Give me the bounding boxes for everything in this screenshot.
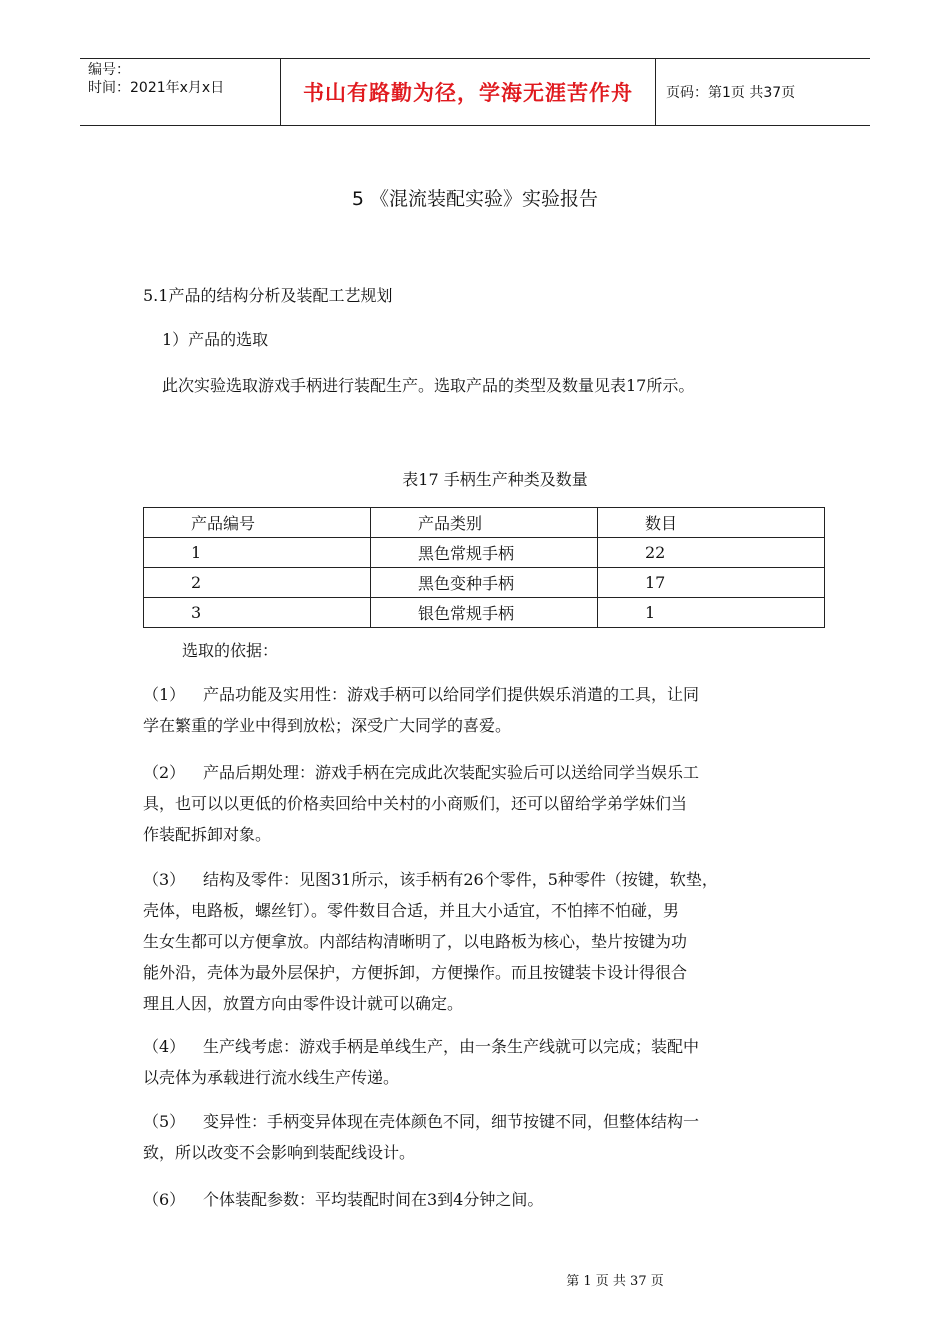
- table-cell: 黑色变种手柄: [371, 568, 598, 598]
- item-line: 理且人因，放置方向由零件设计就可以确定。: [143, 994, 464, 1013]
- list-item: [143, 679, 833, 741]
- item-number: （6）: [143, 1190, 186, 1209]
- table-row: [144, 598, 825, 628]
- basis-label: 选取的依据：: [182, 641, 279, 660]
- item-line: 壳体，电路板，螺丝钉）。零件数目合适，并且大小适宜，不怕摔不怕碰，男: [143, 901, 680, 920]
- table-cell: 1: [598, 598, 825, 628]
- intro-paragraph: 此次实验选取游戏手柄进行装配生产。选取产品的类型及数量见表17所示。: [162, 376, 695, 395]
- subsection-heading: 1）产品的选取: [162, 330, 269, 349]
- item-line: 产品功能及实用性：游戏手柄可以给同学们提供娱乐消遣的工具，让同: [203, 685, 700, 704]
- number-label: 编号：: [88, 62, 130, 78]
- item-line: 生女生都可以方便拿放。内部结构清晰明了，以电路板为核心，垫片按键为功: [143, 932, 688, 951]
- item-number: （4）: [143, 1037, 186, 1056]
- item-number: （2）: [143, 763, 186, 782]
- item-line: 结构及零件：见图31所示，该手柄有26个零件，5种零件（按键，软垫，: [203, 870, 718, 889]
- item-line: 学在繁重的学业中得到放松；深受广大同学的喜爱。: [143, 716, 512, 735]
- header-page-info: 页码：第1页 共37页: [666, 85, 796, 101]
- product-table: [143, 507, 825, 628]
- item-line: 生产线考虑：游戏手柄是单线生产，由一条生产线就可以完成；装配中: [203, 1037, 700, 1056]
- table-cell: 2: [144, 568, 371, 598]
- item-number: （1）: [143, 685, 186, 704]
- table-cell: 17: [598, 568, 825, 598]
- page-header: [80, 58, 870, 126]
- item-line: 变异性：手柄变异体现在壳体颜色不同，细节按键不同，但整体结构一: [203, 1112, 700, 1131]
- table-header-cell: 数目: [598, 508, 825, 538]
- table-header-row: [144, 508, 825, 538]
- list-item: [143, 864, 833, 1019]
- list-item: [143, 1106, 833, 1168]
- table-cell: 1: [144, 538, 371, 568]
- table-cell: 银色常规手柄: [371, 598, 598, 628]
- table-row: [144, 568, 825, 598]
- item-line: 个体装配参数：平均装配时间在3到4分钟之间。: [203, 1190, 544, 1209]
- header-motto: 书山有路勤为径，学海无涯苦作舟: [281, 59, 656, 125]
- table-header-cell: 产品编号: [144, 508, 371, 538]
- document-title: 5 《混流装配实验》实验报告: [351, 188, 599, 210]
- table-row: [144, 538, 825, 568]
- table-cell: 22: [598, 538, 825, 568]
- list-item: [143, 757, 833, 850]
- time-label: 时间：2021年x月x日: [88, 80, 225, 96]
- item-line: 能外沿，壳体为最外层保护，方便拆卸，方便操作。而且按键装卡设计得很合: [143, 963, 688, 982]
- list-item: [143, 1031, 833, 1093]
- table-cell: 黑色常规手柄: [371, 538, 598, 568]
- page-footer: 第 1 页 共 37 页: [566, 1274, 664, 1289]
- section-heading: 5.1产品的结构分析及装配工艺规划: [143, 286, 393, 305]
- item-line: 具，也可以以更低的价格卖回给中关村的小商贩们，还可以留给学弟学妹们当: [143, 794, 688, 813]
- table-header-cell: 产品类别: [371, 508, 598, 538]
- header-meta: [80, 59, 281, 125]
- item-line: 以壳体为承载进行流水线生产传递。: [143, 1068, 400, 1087]
- item-number: （3）: [143, 870, 186, 889]
- table-caption: 表17 手柄生产种类及数量: [402, 470, 588, 489]
- item-line: 致，所以改变不会影响到装配线设计。: [143, 1143, 416, 1162]
- list-item: [143, 1184, 833, 1215]
- item-line: 作装配拆卸对象。: [143, 825, 272, 844]
- item-number: （5）: [143, 1112, 186, 1131]
- item-line: 产品后期处理：游戏手柄在完成此次装配实验后可以送给同学当娱乐工: [203, 763, 700, 782]
- table-cell: 3: [144, 598, 371, 628]
